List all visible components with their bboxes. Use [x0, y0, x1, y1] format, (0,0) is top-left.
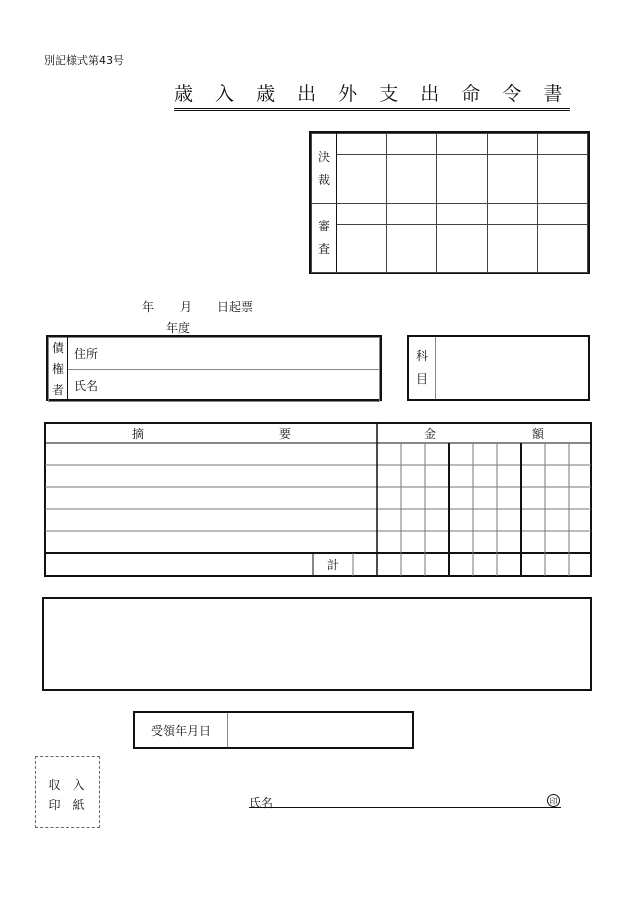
approval-cell[interactable]	[387, 134, 437, 155]
creditor-address-field[interactable]	[68, 338, 380, 370]
approval-cell[interactable]	[337, 155, 387, 204]
revenue-stamp-area	[35, 756, 100, 828]
date-month-label: 月	[180, 300, 193, 314]
receipt-date-field[interactable]	[228, 713, 412, 747]
remarks-box[interactable]	[42, 597, 592, 691]
receipt-date-label: 受領年月日	[135, 713, 228, 747]
summary-header-right: 要	[279, 427, 292, 441]
subject-field[interactable]	[436, 337, 588, 399]
amount-header-left: 金	[424, 427, 437, 441]
creditor-box	[46, 335, 382, 401]
audit-cell[interactable]	[437, 204, 487, 225]
approval-cell[interactable]	[487, 155, 537, 204]
subject-label: 科 目	[409, 337, 436, 399]
decision-label: 決 裁	[312, 134, 337, 204]
audit-cell[interactable]	[537, 225, 587, 273]
audit-cell[interactable]	[387, 204, 437, 225]
creditor-label: 債 権 者	[49, 338, 68, 402]
approval-grid	[309, 131, 590, 274]
summary-header-left: 摘	[132, 427, 145, 441]
approval-cell[interactable]	[387, 155, 437, 204]
form-number: 別記様式第43号	[44, 54, 124, 67]
address-label: 住所	[74, 347, 99, 361]
document-title: 歳 入 歳 出 外 支 出 命 令 書	[174, 79, 570, 111]
approval-cell[interactable]	[437, 134, 487, 155]
fiscal-year-label: 年度	[166, 321, 191, 335]
seal-icon: 印	[547, 794, 560, 807]
audit-cell[interactable]	[337, 225, 387, 273]
date-day-label: 日起票	[217, 300, 254, 314]
audit-cell[interactable]	[487, 225, 537, 273]
approval-cell[interactable]	[437, 155, 487, 204]
approval-cell[interactable]	[337, 134, 387, 155]
summary-amount-table	[44, 422, 592, 577]
audit-cell[interactable]	[487, 204, 537, 225]
total-label: 計	[327, 558, 340, 572]
approval-cell[interactable]	[537, 134, 587, 155]
name-label: 氏名	[74, 379, 99, 393]
audit-cell[interactable]	[537, 204, 587, 225]
receipt-date-box	[133, 711, 414, 749]
audit-label: 審 査	[312, 204, 337, 273]
date-year-label: 年	[142, 300, 155, 314]
approval-cell[interactable]	[487, 134, 537, 155]
audit-cell[interactable]	[387, 225, 437, 273]
subject-box	[407, 335, 590, 401]
signature-line[interactable]	[249, 807, 561, 808]
audit-cell[interactable]	[337, 204, 387, 225]
stamp-label-row1: 収入	[48, 778, 97, 792]
creditor-name-field[interactable]	[68, 370, 380, 402]
signature-name-label: 氏名	[249, 796, 274, 810]
approval-cell[interactable]	[537, 155, 587, 204]
audit-cell[interactable]	[437, 225, 487, 273]
amount-header-right: 額	[532, 427, 545, 441]
stamp-label-row2: 印紙	[48, 798, 97, 812]
